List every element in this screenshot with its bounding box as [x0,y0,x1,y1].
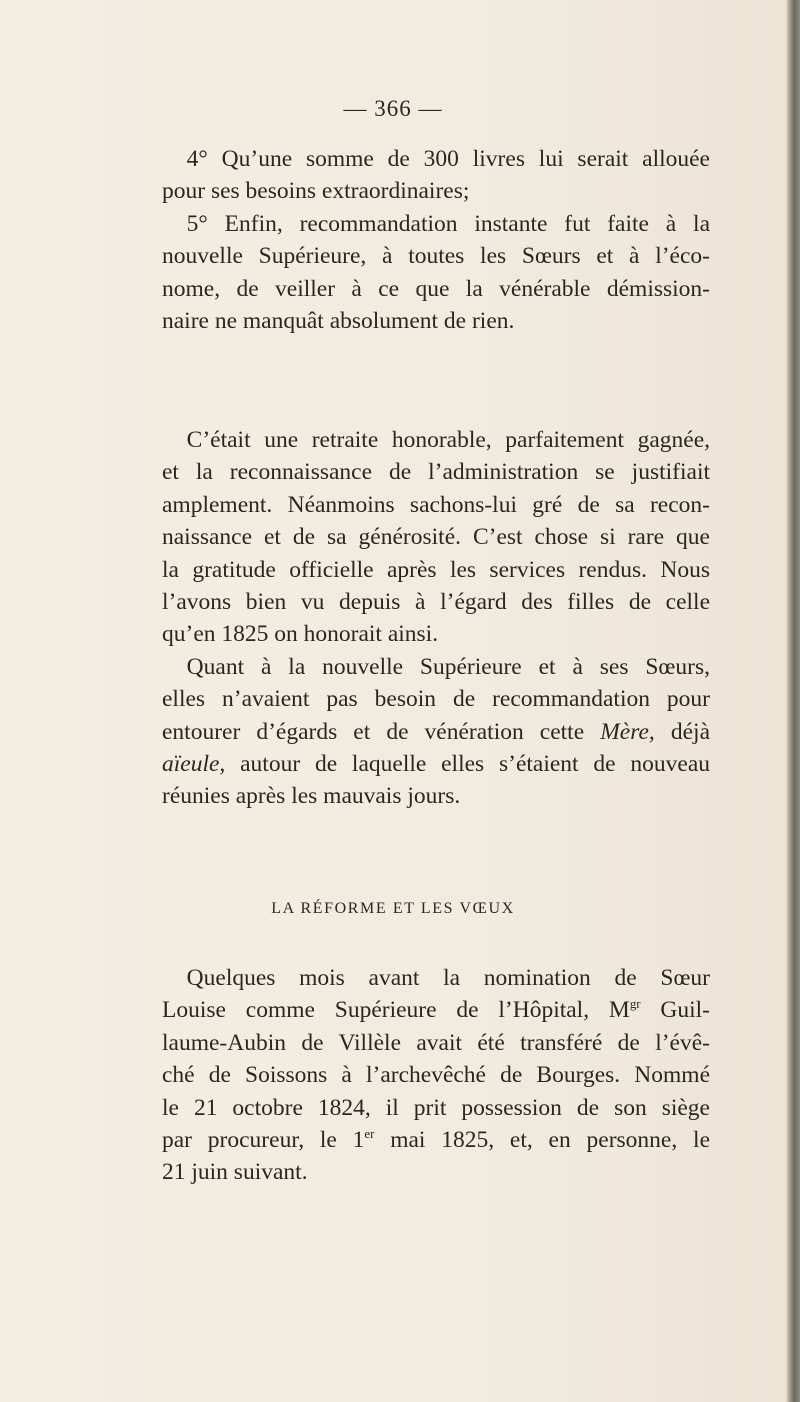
page-number: — 366 — [343,96,443,121]
paragraph-1-line: la gratitude officielle après les services rendus. Nous [162,556,710,583]
paragraph-block [162,424,710,813]
paragraph-3-block [162,962,710,1189]
paragraph-3-line: laume-Aubin de Villèle avait été transféré de l’évê- [162,1029,710,1056]
list-item-5-line-4: naire ne manquât absolument de rien. [162,308,515,335]
paragraph-3-line: Louise comme Supérieure de l’Hôpital, $M^{gr}$ Guil- [162,996,711,1024]
paragraph-2-line: Quant à la nouvelle Supérieure et à ses Sœurs, [186,653,710,680]
paragraph-3-line: par procureur, le 1er mai 1825, et, en personne, le [162,1126,710,1154]
paragraph-1-line: l’avons bien vu depuis à l’égard des filles de celle [162,589,710,616]
paragraph-3-line: 21 juin suivant. [162,1159,308,1186]
paragraph-1-line: amplement. Néanmoins sachons-lui gré de sa recon- [162,491,710,518]
paragraph-2-line: entourer d’égards et de vénération cette Mère, déjà [162,718,711,745]
paragraph-1-line: naissance et de sa générosité. C’est chose si rare que [162,524,710,551]
page-edge [786,0,800,1402]
paragraph-3-line: ché de Soissons à l’archevêché de Bourges. Nommé [162,1062,710,1089]
italic-word: Mère, [600,718,655,745]
list-item-4-line-1: 4° Qu’une somme de 300 livres lui serait allouée [186,146,710,172]
paragraph-3-line: le 21 octobre 1824, il prit possession de son siège [162,1094,710,1121]
paragraph-1-line: et la reconnaissance de l’administration se justifiait [162,459,710,486]
list-item-5-line-2: nouvelle Supérieure, à toutes les Sœurs et à l’éco- [162,243,710,270]
italic-word: aïeule, [162,751,226,778]
paragraph-3-line: Quelques mois avant la nomination de Sœur [186,965,710,991]
paragraph-2-line: aïeule, autour de laquelle elles s’étaient de nouveau [162,751,710,778]
list-item-4-line-2: pour ses besoins extraordinaires; [162,178,470,205]
section-heading: LA RÉFORME ET LES VŒUX [271,900,515,917]
list-block [162,143,710,337]
paragraph-2-line: elles n’avaient pas besoin de recommandation pour [162,686,710,713]
list-item-5-line-3: nome, de veiller à ce que la vénérable démission- [162,275,710,302]
paragraph-1-line: qu’en 1825 on honorait ainsi. [162,621,439,648]
paragraph-1-line: C’était une retraite honorable, parfaitement gagnée, [186,427,710,453]
paragraph-2-line: réunies après les mauvais jours. [162,783,461,810]
list-item-5-line-1: 5° Enfin, recommandation instante fut faite à la [186,210,710,237]
